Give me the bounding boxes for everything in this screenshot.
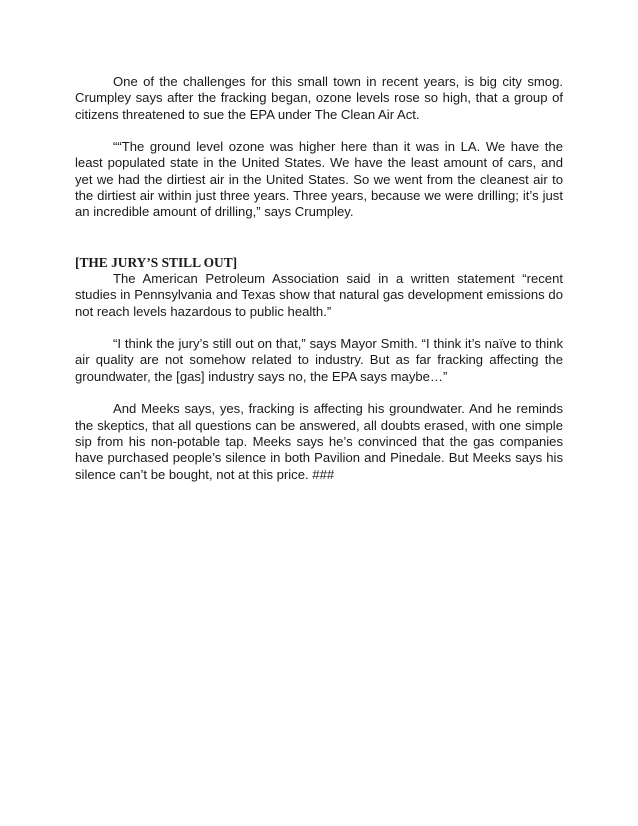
paragraph-big-city-smog: One of the challenges for this small town in recent years, is big city smog. Crumpley says after the fracking began, ozone levels rose so high, that a group of citizens threatened to sue the EPA under The Clean Air Act. — [75, 74, 563, 122]
paragraph-meeks-groundwater: And Meeks says, yes, fracking is affecting his groundwater. And he reminds the skeptics, that all questions can be answered, all doubts erased, with one simple sip from his non-potable tap. Meeks says he’s convinced that the gas companies have purchased people’s silence in both Pavilion and Pinedale. But Meeks says his silence can’t be bought, not at this price. ### — [75, 401, 563, 482]
document-page — [75, 74, 563, 499]
section-heading: [THE JURY’S STILL OUT] — [75, 254, 238, 270]
paragraph-mayor-smith-quote: “I think the jury’s still out on that,” says Mayor Smith. “I think it’s naïve to think air quality are not somehow related to industry. But as far fracking affecting the groundwater, the [gas] industry says no, the EPA says maybe…” — [75, 336, 563, 384]
paragraph-crumpley-quote: ““The ground level ozone was higher here than it was in LA. We have the least populated state in the United States. We have the least amount of cars, and yet we had the dirtiest air in the United States. So we went from the cleanest air to the dirtiest air within just three years. Three years, because we were drilling; it’s just an incredible amount of drilling,” says Crumpley. — [75, 139, 563, 220]
paragraph-petroleum-statement: The American Petroleum Association said in a written statement “recent studies in Pennsylvania and Texas show that natural gas development emissions do not reach levels hazardous to public health.” — [75, 270, 563, 319]
